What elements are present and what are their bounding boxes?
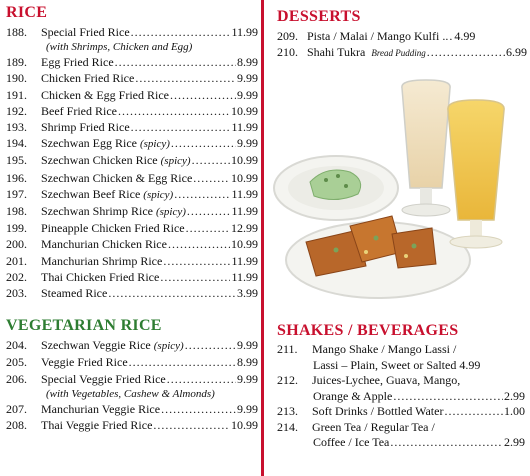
item-price: 9.99 [237, 338, 258, 353]
menu-item-209 [277, 28, 527, 44]
item-name: Green Tea / Regular Tea / [312, 419, 435, 434]
item-name: Thai Chicken Fried Rice [41, 269, 160, 284]
menu-item-214-cont [277, 435, 525, 451]
item-note: (with Shrimps, Chicken and Egg) [46, 41, 193, 54]
item-name: Manchurian Veggie Rice [41, 401, 161, 416]
item-price: 9.99 [237, 136, 258, 151]
item-number: 201. [6, 253, 27, 268]
spicy-tag: (spicy) [155, 206, 186, 219]
item-name: Shrimp Fried Rice [41, 120, 130, 135]
item-name: Shahi Tukra [307, 45, 366, 60]
item-name: Special Fried Rice [41, 25, 130, 39]
menu-item-212 [277, 373, 525, 389]
item-number: 189. [6, 55, 27, 70]
item-number: 195. [6, 153, 27, 168]
item-name: Soft Drinks / Bottled Water [312, 404, 444, 418]
item-price: 9.99 [237, 401, 258, 416]
item-price: 4.99 [454, 29, 476, 43]
item-name: Mango Shake / Mango Lassi / [312, 342, 457, 356]
item-price: 11.99 [231, 253, 258, 268]
spicy-tag: (spicy) [139, 138, 170, 151]
menu-item-188 [6, 24, 258, 40]
menu-item-214 [277, 420, 525, 436]
column-divider [261, 0, 264, 476]
menu-item-207 [6, 401, 258, 417]
item-number: 188. [6, 25, 27, 39]
spicy-tag: (spicy) [160, 155, 191, 168]
item-name: Chicken & Egg Fried Rice [41, 87, 169, 102]
item-price: 6.99 [506, 45, 527, 60]
item-number: 211. [277, 342, 298, 356]
item-name: Szechwan Veggie Rice [41, 338, 151, 353]
menu-item-200 [6, 236, 258, 252]
item-number: 196. [6, 170, 27, 185]
item-note: Bread Pudding [371, 48, 426, 59]
item-number: 208. [6, 418, 27, 433]
item-name-cont: Coffee / Ice Tea [313, 435, 390, 449]
item-name: Veggie Fried Rice [41, 355, 128, 370]
item-price: 11.99 [231, 204, 258, 219]
menu-item-198 [6, 203, 258, 220]
menu-item-191 [6, 87, 258, 103]
menu-item-190 [6, 70, 258, 86]
item-name: Szechwan Chicken & Egg Rice [41, 170, 193, 185]
item-price: 10.99 [231, 103, 258, 118]
item-name: Juices-Lychee, Guava, Mango, [312, 373, 461, 387]
item-number: 207. [6, 401, 27, 416]
menu-item-193 [6, 119, 258, 135]
item-number: 204. [6, 338, 27, 353]
item-number: 202. [6, 269, 27, 284]
menu-item-212-cont [277, 389, 525, 405]
item-name-cont: Lassi – Plain, Sweet or Salted [313, 357, 457, 372]
item-number: 200. [6, 237, 27, 252]
rice-heading: RICE [6, 4, 48, 21]
item-number: 192. [6, 103, 27, 118]
item-price: 9.99 [237, 87, 258, 102]
menu-item-192 [6, 103, 258, 119]
menu-item-203 [6, 285, 258, 301]
menu-item-211-cont [277, 358, 525, 374]
menu-item-206 [6, 371, 258, 387]
item-price: 8.99 [237, 55, 258, 70]
menu-item-210 [277, 44, 527, 61]
item-name: Beef Fried Rice [41, 103, 117, 118]
item-price: 12.99 [231, 221, 258, 236]
menu-item-208 [6, 417, 258, 433]
beverages-heading: SHAKES / BEVERAGES [277, 322, 459, 339]
item-price: 2.99 [504, 388, 525, 403]
item-name: Pista / Malai / Mango Kulfi .. [307, 29, 449, 43]
left-column [6, 4, 258, 433]
item-price: 9.99 [237, 71, 258, 86]
item-number: 214. [277, 419, 298, 434]
item-price: 3.99 [237, 286, 258, 301]
item-name: Manchurian Chicken Rice [41, 237, 167, 252]
item-price: 10.99 [231, 153, 258, 168]
menu-item-195 [6, 152, 258, 169]
veg-rice-heading: VEGETARIAN RICE [6, 317, 162, 335]
dessert-drinks-photo [266, 70, 530, 310]
menu-item-194 [6, 135, 258, 152]
item-number: 194. [6, 136, 27, 151]
item-name: Pineapple Chicken Fried Rice [41, 221, 185, 236]
item-number: 210. [277, 45, 298, 60]
item-number: 193. [6, 120, 27, 135]
item-number: 206. [6, 371, 27, 386]
item-name: Manchurian Shrimp Rice [41, 253, 163, 268]
menu-item-189 [6, 54, 258, 70]
item-number: 213. [277, 404, 298, 418]
item-number: 203. [6, 286, 27, 301]
item-price: 11.99 [231, 269, 258, 284]
item-price: 4.99 [459, 357, 481, 372]
menu-item-201 [6, 253, 258, 269]
item-price: 9.99 [237, 371, 258, 386]
menu-item-205 [6, 354, 258, 370]
item-price: 10.99 [231, 418, 258, 433]
menu-item-196 [6, 170, 258, 186]
item-name: Szechwan Shrimp Rice [41, 204, 153, 219]
item-name: Szechwan Beef Rice [41, 186, 141, 201]
menu-item-202 [6, 269, 258, 285]
item-price: 10.99 [231, 237, 258, 252]
item-price: 10.99 [231, 170, 258, 185]
menu-item-197 [6, 186, 258, 203]
item-number: 199. [6, 221, 27, 236]
item-price: 2.99 [504, 435, 525, 449]
item-name: Egg Fried Rice [41, 55, 114, 70]
menu-item-211 [277, 342, 525, 358]
item-name: Szechwan Chicken Rice [41, 153, 158, 168]
rice-list [6, 24, 258, 301]
beverages-section [277, 322, 525, 451]
item-price: 1.00 [504, 404, 525, 418]
item-number: 190. [6, 71, 27, 86]
item-name: Szechwan Egg Rice [41, 136, 137, 151]
item-note: (with Vegetables, Cashew & Almonds) [46, 387, 215, 400]
item-number: 191. [6, 87, 27, 102]
item-number: 209. [277, 29, 298, 43]
item-number: 197. [6, 186, 27, 201]
item-name: Steamed Rice [41, 286, 108, 301]
item-name-cont: Orange & Apple [313, 388, 393, 403]
item-number: 198. [6, 204, 27, 219]
item-name: Special Veggie Fried Rice [41, 371, 166, 386]
spicy-tag: (spicy) [143, 188, 174, 201]
spicy-tag: (spicy) [153, 340, 184, 353]
item-price: 8.99 [237, 355, 258, 370]
item-number: 212. [277, 373, 298, 387]
item-name: Thai Veggie Fried Rice [41, 418, 153, 433]
item-number: 205. [6, 355, 27, 370]
item-name: Chicken Fried Rice [41, 71, 135, 86]
menu-item-213 [277, 404, 525, 420]
menu-item-204 [6, 337, 258, 354]
item-price: 11.99 [231, 120, 258, 135]
veg-rice-list [6, 337, 258, 433]
desserts-heading: DESSERTS [277, 8, 361, 25]
item-price: 11.99 [231, 186, 258, 201]
menu-item-199 [6, 220, 258, 236]
item-price: 11.99 [231, 25, 258, 39]
right-column [277, 8, 527, 61]
